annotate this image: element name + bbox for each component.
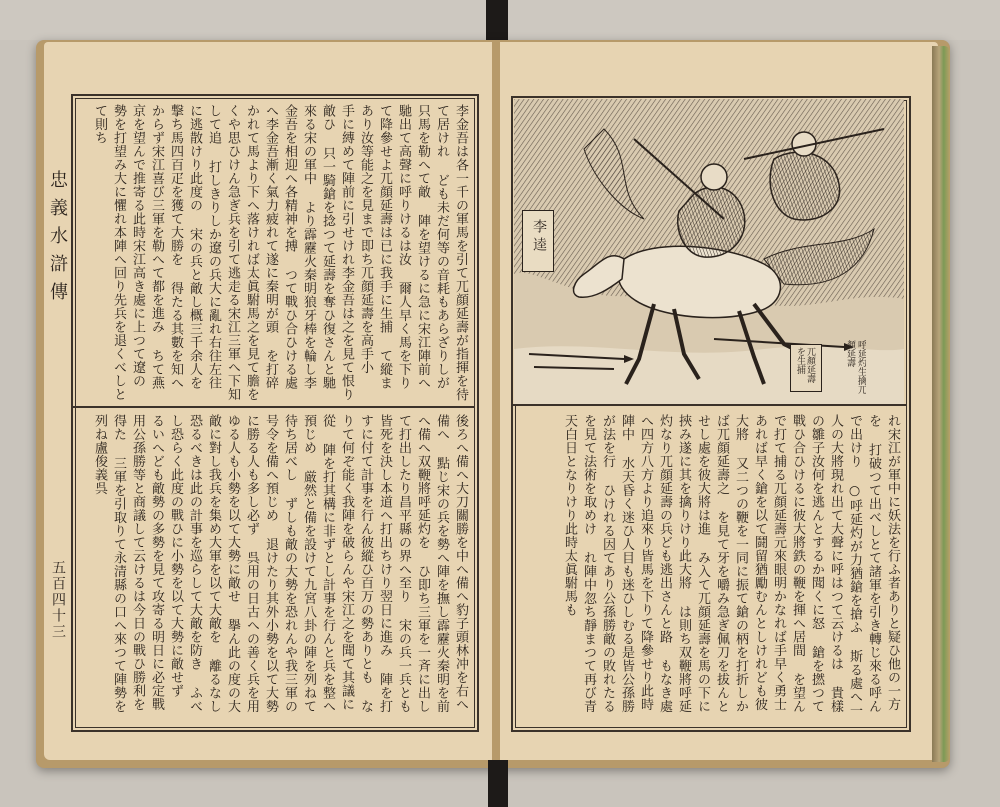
text-line: 得たる其數を知へからず宋江喜び三軍を勒へて都を進み	[149, 104, 183, 390]
text-line: 爾人早く馬を下りて降參せよ兀顔延壽は已に我手に生捕	[377, 104, 411, 390]
illustration-caption-box	[790, 344, 822, 392]
text-line: 李金吾は各一千の軍馬を引て兀顔延壽が指揮を待て居けれ	[434, 104, 468, 401]
text-line: て縱まあり汝等能之を見まで即ち兀顔延壽を高手小	[358, 104, 392, 390]
page-edges	[932, 46, 950, 762]
text-line: ずしも敵の大勢を恐れんや我三軍の号令を備へ預じめ	[263, 414, 297, 713]
text-line: れ陣中忽ち靜まつて再び青天白日となりけり此時太眞駙馬も	[562, 414, 596, 713]
text-line: 陣を打すに付て計事を行ん彼縱ひ百万の勢ありとも	[358, 414, 392, 713]
text-line: を打碎かれて馬より下へ落ければ太眞駙馬之を見て膽を	[244, 104, 278, 401]
left-frame-divider	[73, 406, 475, 408]
text-line: 後ろへ備へ大刀關勝を中へ備へ豹子頭林冲を右へ備へ	[434, 414, 468, 711]
text-line: 勢を打望み大に懼れ本陣へ回り先兵を退くべしとて則ち	[92, 104, 126, 401]
right-lower-text-block	[518, 414, 902, 720]
text-line: 只一騎鎗を捻つて延壽を奪ひ復さんと馳來る宋の軍中	[301, 104, 335, 390]
text-line: 點じ宋の兵を勢へ陣を撫し霹靂火秦明を前へ備へ双鞭將呼延灼を	[415, 414, 449, 713]
text-line: 鎗を撚つて戰ひ合ひけるに彼大將鉄の鞭を揮へ居間	[790, 414, 824, 713]
text-line: 用公孫勝等と商議して云けるは今日の戰ひ勝利を得た	[111, 414, 145, 711]
text-line: くや思ひけん急ぎ兵を引て逃走る宋江三軍へ下知して追	[206, 104, 240, 401]
binding-strip-bottom	[488, 760, 508, 807]
character-name: 李逵	[531, 219, 547, 255]
text-line: 打破つて出べしとて諸軍を引き轉じ來る呼んで出けり	[847, 414, 881, 713]
text-line: 宋の兵と敵し概三千余人を撃ち馬四百疋を獲て大勝を	[168, 104, 202, 390]
text-line: なりて何ぞ能く我陣を破らんや宋江之を聞て其議に從	[320, 414, 373, 713]
illustration-caption-small: 呼延灼生擒兀顏延壽	[845, 340, 866, 394]
character-name-cartouche	[522, 210, 554, 272]
text-line: 陣を望けるに急に宋江陣前へ馳出て高聲に呼りけるは汝	[396, 104, 430, 390]
running-title: 忠義水滸傳	[47, 170, 68, 310]
text-line: み入て兀顔延壽を馬の下に挾み遂に其を擒りけり此大將	[676, 414, 710, 713]
text-line: 打しきりしか遼の兵大に亂れ右往左往に逃散けり此度の	[187, 104, 221, 390]
text-line: 離るなし恐るべきは此の計事を巡らして大敵を防き	[187, 414, 221, 713]
illustration-caption: 兀顏延壽を生捕	[795, 347, 815, 383]
text-line: ちて燕京を望んで推寄る此時宋江高き處に上つて遼の	[130, 104, 164, 390]
text-line: 厳然と備を設けて九宮八卦の陣を列ねて待ち居べし	[282, 414, 316, 713]
text-line: を望んで打て捕る兀顔延壽元來眼明かなれば手早く勇士	[771, 414, 805, 713]
text-line: を見て牙を嚼み急ぎ佩刀を拔んとせし處を彼大將は進	[695, 414, 729, 713]
text-line: 水天昏く迷ひ人目も迷ひしむる是皆公孫勝が法を行	[600, 414, 634, 713]
text-line: より霹靂火秦明狼牙棒を輪し李金吾を相迎へ各精神を搏	[282, 104, 316, 390]
text-line: れ宋江が軍中に妖法を行ふ者ありと疑ひ他の一方を	[866, 414, 900, 711]
text-line: もなき處へ四方八方より追來り皆馬を下りて降參せり此時陣中	[619, 414, 672, 713]
left-upper-text-block	[78, 104, 470, 402]
text-line: 擧ん此の度の大敵に對し我兵を集め大軍を以て大敵を	[206, 414, 240, 713]
text-line: 退けたり其外小勢を以て大勢に勝る人も多し必ず	[244, 414, 278, 713]
text-line: あれば早く鎗を以て鬪留猶勵むんとしけれども彼大將	[733, 414, 767, 711]
text-line: るいへども敵勢の多勢を見て攻寄る明日に必定戰	[149, 414, 164, 711]
text-line: 手に縛めて陣前に引せけれ李金吾は之を見て恨り敵ひ	[320, 104, 354, 401]
text-line: つて戰ひ合ひける處へ李金吾漸く氣力疲れて遂に秦明が頭	[263, 104, 297, 390]
text-line: 陣を打其構に非ずとし計事を行んと兵を整へ預じめ	[301, 414, 335, 713]
text-line: 斯る處へ一人の大將現れ出て大聲に呼はつて云けるは	[828, 414, 862, 717]
text-line: 宋の兵一兵とも皆死を決し本道へ打出ちけり翌日に進み	[377, 414, 411, 713]
text-line: 又二つの鞭を一同に振て鎗の柄を打折しかば兀顔延壽之	[714, 414, 748, 713]
text-line: ふべし恐らく此度の戰ひに小勢を以て大勢に敵せず	[168, 414, 202, 713]
text-line: ひ即ち三軍を一斉に出して打出したり昌平縣の界へ至り	[396, 414, 430, 713]
text-line: 呉用の日古への善く兵を用ゆる人も小勢を以て大勢に敵せ	[225, 414, 259, 713]
text-line: は則ち双鞭將呼延灼なり兀顔延壽の兵ども逃出さんと路	[657, 414, 691, 713]
text-line: ○呼延灼が力猶鎗を搶ふ	[847, 483, 862, 634]
text-line: 三軍を引取りて永清縣の口へ來つて陣勢を列ね盧俊義呉	[92, 414, 126, 713]
page-number: 五百四十三	[50, 560, 66, 640]
text-line: 貴樣の雛子汝何を逃んとするか聞くに怒	[809, 414, 843, 713]
text-line: ひけれる因てあり公孫勝敵の敗れたるを見て法術を取めけ	[581, 414, 615, 713]
left-lower-text-block	[78, 414, 470, 720]
right-frame-divider	[513, 404, 907, 406]
text-line: ども未だ何等の音耗もあらざりしが只馬を勒へて敵	[415, 104, 449, 390]
